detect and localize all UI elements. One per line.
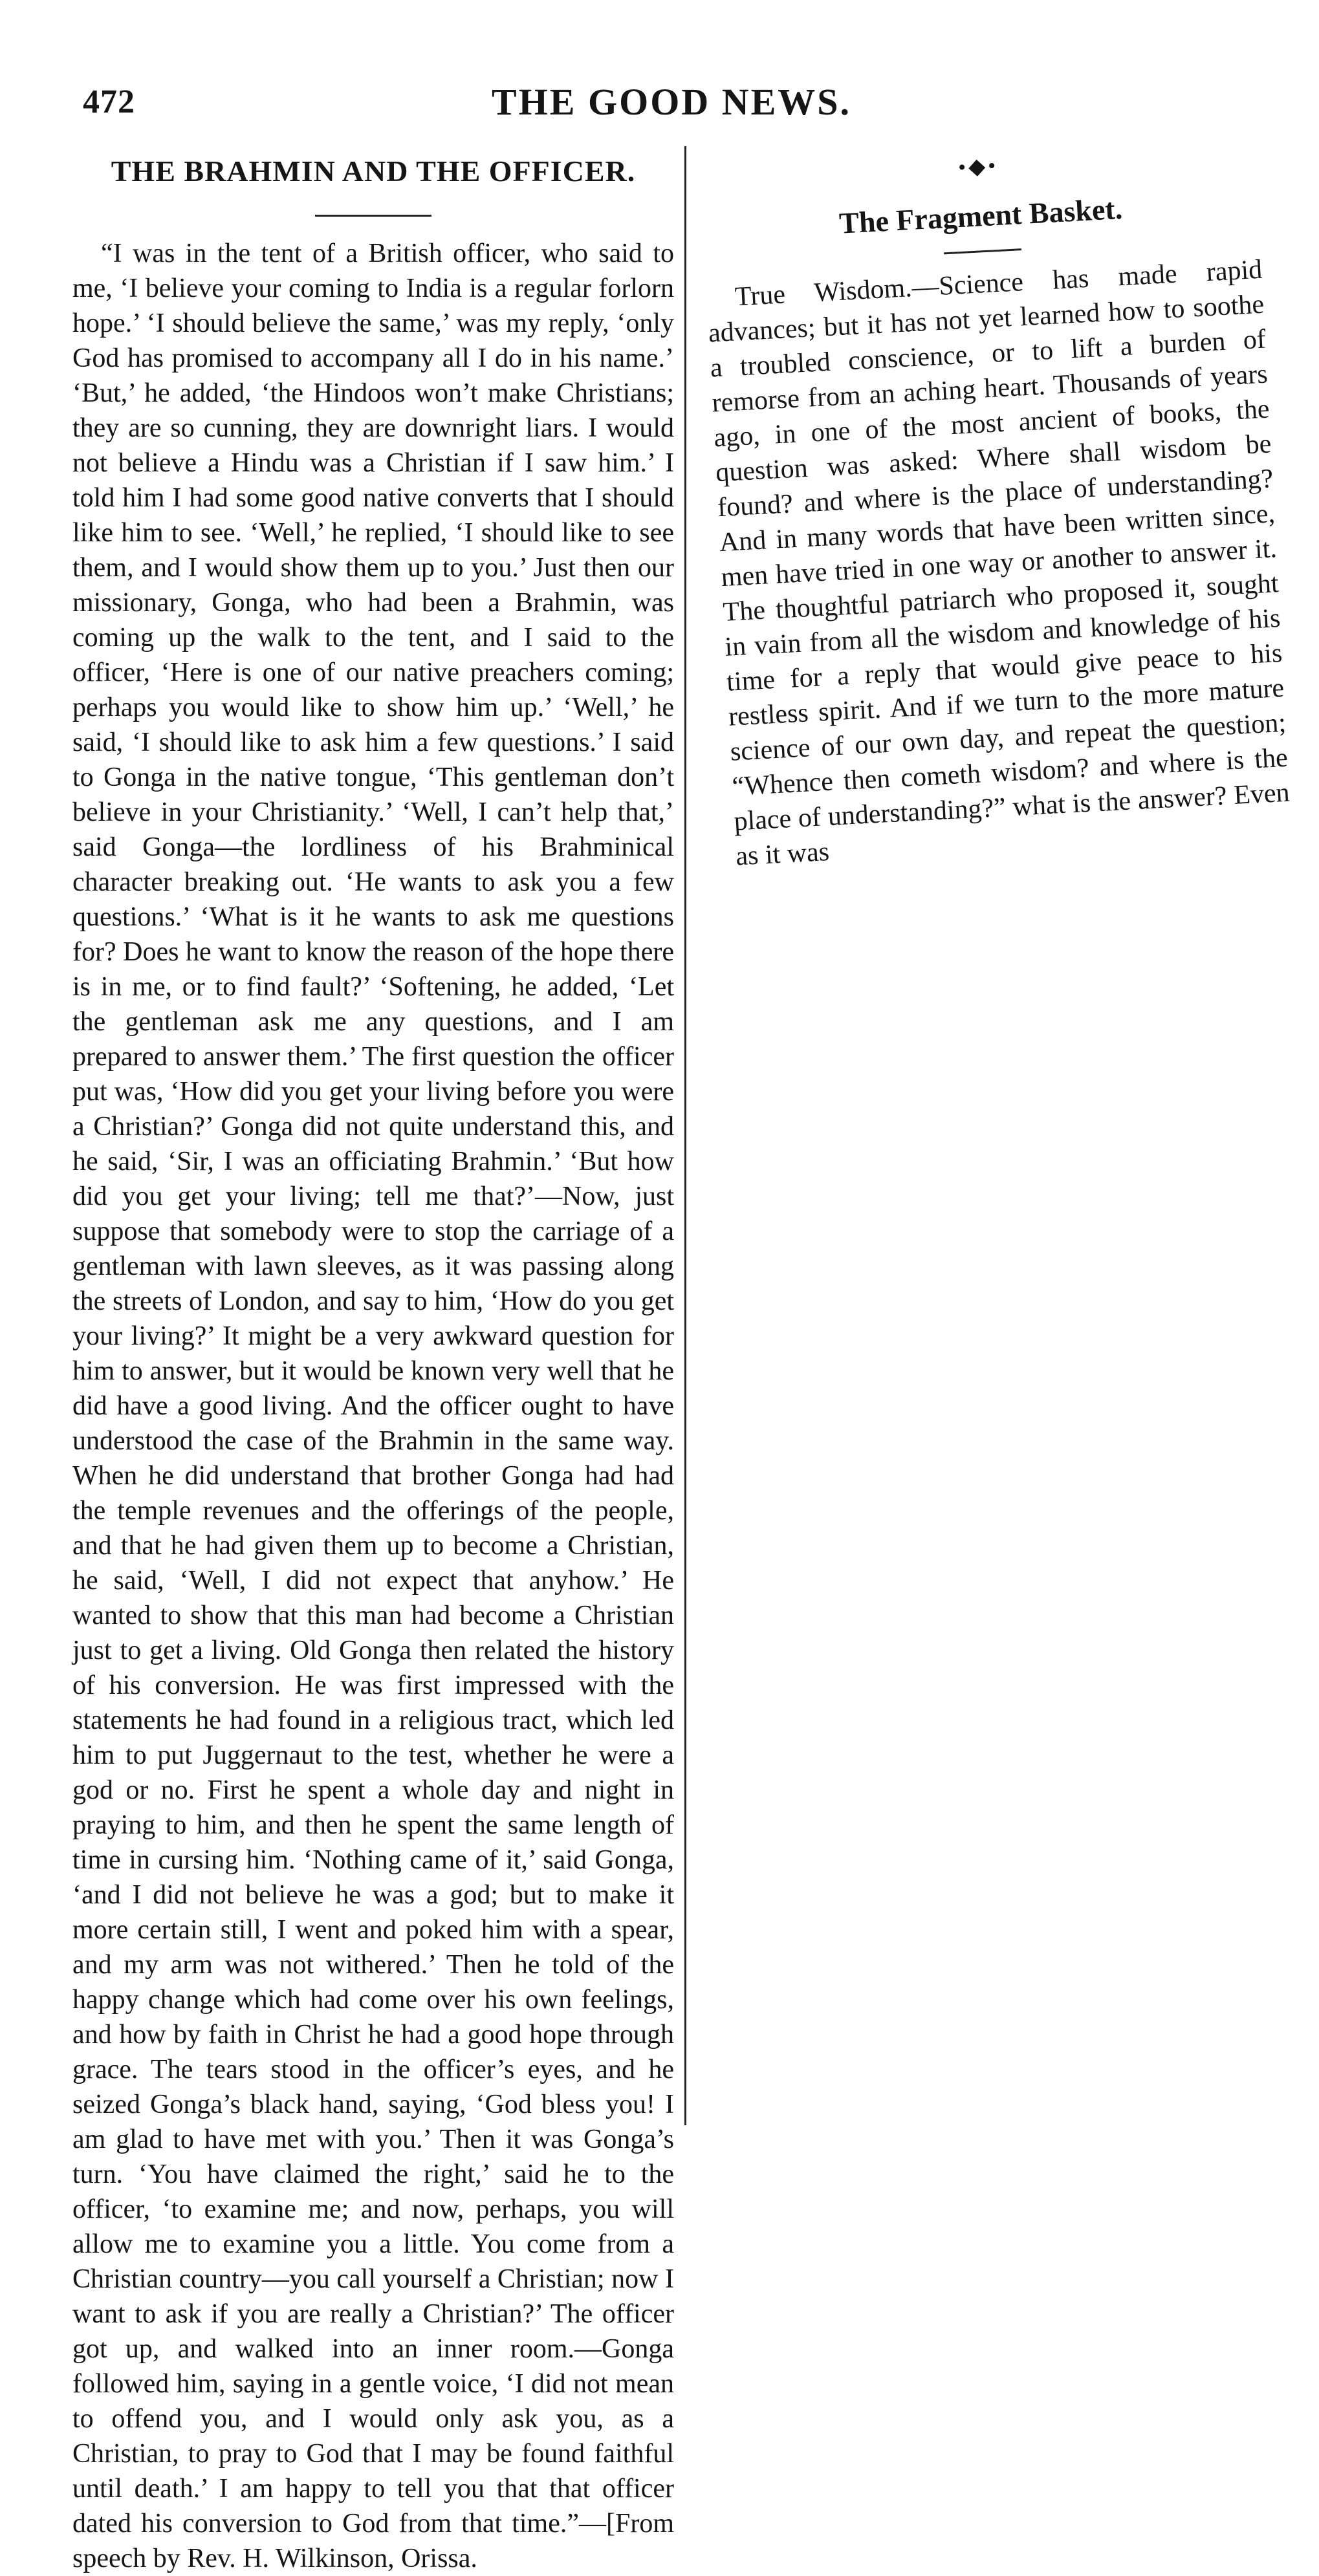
- ornament-divider: •◆•: [957, 153, 999, 180]
- title-rule: [315, 215, 431, 217]
- publication-title: THE GOOD NEWS.: [492, 81, 852, 123]
- page-number: 472: [83, 83, 135, 120]
- left-column: [72, 154, 674, 2576]
- fragment-title-rule: [944, 248, 1021, 254]
- right-column: [699, 118, 1292, 874]
- fragment-basket-title: The Fragment Basket.: [838, 191, 1124, 240]
- column-divider: [684, 146, 686, 2125]
- article-title: THE BRAHMIN AND THE OFFICER.: [111, 155, 636, 188]
- article-body: “I was in the tent of a British officer, who said to me, ‘I believe your coming to India is a regular forlorn hope.’ ‘I should believe the same,’ was my reply, ‘only God has promised to accompany all I do in his name.’ ‘But,’ he added, ‘the Hindoos won’t make Christians; they are so cunning, they are downright liars. I would not believe a Hindu was a Christian if I saw him.’ I told him I had some good native converts that I should like him to see. ‘Well,’ he replied, ‘I should like to see them, and I would show them up to you.’ Just then our missionary, Gonga, who had been a Brahmin, was coming up the walk to the tent, and I said to the officer, ‘Here is one of our native preachers coming; perhaps you would like to show him up.’ ‘Well,’ he said, ‘I should like to ask him a few questions.’ I said to Gonga in the native tongue, ‘This gentleman don’t believe in your Christianity.’ ‘Well, I can’t help that,’ said Gonga—the lordliness of his Brahminical character breaking out. ‘He wants to ask you a few questions.’ ‘What is it he wants to ask me questions for? Does he want to know the reason of the hope there is in me, or to find fault?’ ‘Softening, he added, ‘Let the gentleman ask me any questions, and I am prepared to answer them.’ The first question the officer put was, ‘How did you get your living before you were a Christian?’ Gonga did not quite understand this, and he said, ‘Sir, I was an officiating Brahmin.’ ‘But how did you get your living; tell me that?’—Now, just suppose that somebody were to stop the carriage of a gentleman with lawn sleeves, as it was passing along the streets of London, and say to him, ‘How do you get your living?’ It might be a very awkward question for him to answer, but it would be known very well that he did have a good living. And the officer ought to have understood the case of the Brahmin in the same way. When he did understand that brother Gonga had had the temple revenues and the offerings of the people, and that he had given them up to become a Christian, he said, ‘Well, I did not expect that anyhow.’ He wanted to show that this man had become a Christian just to get a living. Old Gonga then related the history of his conversion. He was first impressed with the statements he had found in a religious tract, which led him to put Juggernaut to the test, whether he were a god or no. First he spent a whole day and night in praying to him, and then he spent the same length of time in cursing him. ‘Nothing came of it,’ said Gonga, ‘and I did not believe he was a god; but to make it more certain still, I went and poked him with a spear, and my arm was not withered.’ Then he told of the happy change which had come over his own feelings, and how by faith in Christ he had a good hope through grace. The tears stood in the officer’s eyes, and he seized Gonga’s black hand, saying, ‘God bless you! I am glad to have met with you.’ Then it was Gonga’s turn. ‘You have claimed the right,’ said he to the officer, ‘to examine me; and now, perhaps, you will allow me to examine you a little. You come from a Christian country—you call yourself a Christian; now I want to ask if you are really a Christian?’ The officer got up, and walked into an inner room.—Gonga followed him, saying in a gentle voice, ‘I did not mean to offend you, and I would only ask you, as a Christian, to pray to God that I may be found faithful until death.’ I am happy to tell you that that officer dated his conversion to God from that time.”—[From speech by Rev. H. Wilkinson, Orissa.: [72, 239, 674, 2573]
- fragment-basket-body: True Wisdom.—Science has made rapid advances; but it has not yet learned how to soothe a troubled conscience, or to lift a burden of remorse from an aching heart. Thousands of years ago, in one of the most ancient of books, the question was asked: Where shall wisdom be found? and where is the place of understanding? And in many words that have been written since, men have tried in one way or another to answer it. The thoughtful patriarch who proposed it, sought in vain from all the wisdom and knowledge of his time for a reply that would give peace to his restless spirit. And if we turn to the more mature science of our own day, and repeat the question; “Whence then cometh wisdom? and where is the place of understanding?” what is the answer? Even as it was: [707, 254, 1291, 872]
